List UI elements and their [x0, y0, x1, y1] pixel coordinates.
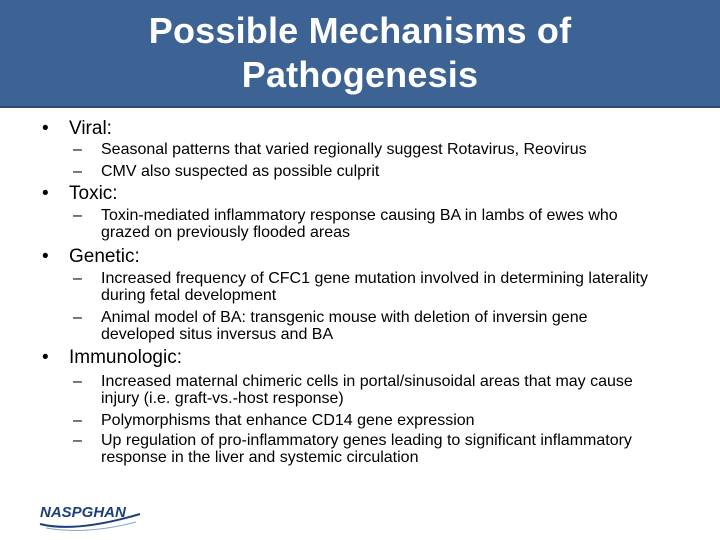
list-item: – Increased maternal chimeric cells in portal/sinusoidal areas that may cause injury (i.e. graft-vs.-host response) — [73, 373, 633, 407]
list-item: – Polymorphisms that enhance CD14 gene expression — [73, 412, 475, 429]
dash: – — [73, 163, 82, 180]
section-heading-genetic: • Genetic: — [42, 246, 140, 267]
list-item: – Up regulation of pro-inflammatory genes leading to significant inflammatory response in the liver and systemic circulation — [73, 432, 632, 466]
section-heading-immunologic: • Immunologic: — [42, 347, 182, 368]
dash: – — [73, 309, 82, 326]
dash: – — [73, 412, 82, 429]
list-item: – Toxin-mediated inflammatory response causing BA in lambs of ewes who grazed on previously flooded areas — [73, 207, 618, 241]
slide-title: Possible Mechanisms of Pathogenesis — [148, 10, 572, 95]
list-item: – Seasonal patterns that varied regionally suggest Rotavirus, Reovirus — [73, 141, 587, 158]
logo-graphic — [36, 500, 146, 532]
section-heading-toxic: • Toxic: — [42, 183, 118, 204]
dash: – — [73, 207, 82, 224]
dash: – — [73, 373, 82, 390]
bullet: • — [42, 183, 49, 204]
naspghan-logo — [36, 500, 146, 532]
title-bar — [0, 0, 720, 108]
dash: – — [73, 432, 82, 449]
logo-text: NASPGHAN — [40, 504, 126, 521]
bullet: • — [42, 118, 49, 139]
list-item: – CMV also suspected as possible culprit — [73, 163, 380, 180]
list-item: – Increased frequency of CFC1 gene mutation involved in determining laterality during fetal development — [73, 270, 648, 304]
dash: – — [73, 141, 82, 158]
section-heading-viral: • Viral: — [42, 118, 112, 139]
bullet: • — [42, 246, 49, 267]
dash: – — [73, 270, 82, 287]
bullet: • — [42, 347, 49, 368]
list-item: – Animal model of BA: transgenic mouse with deletion of inversin gene developed situs inversus and BA — [73, 309, 588, 343]
